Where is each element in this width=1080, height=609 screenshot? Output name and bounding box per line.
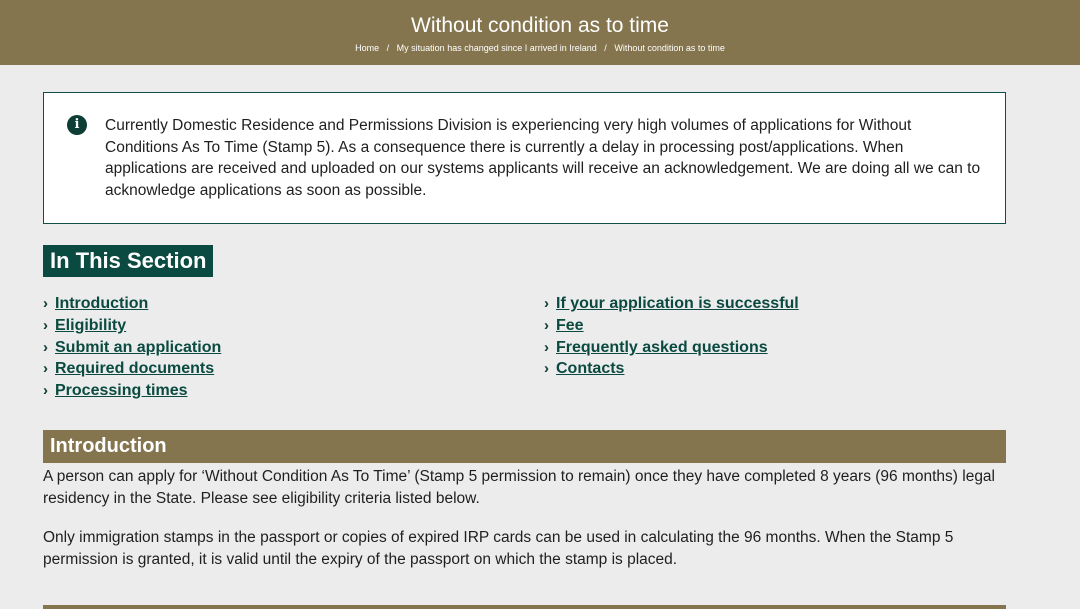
chevron-right-icon: ›	[544, 360, 549, 378]
introduction-heading: Introduction	[43, 430, 1006, 463]
link-fee[interactable]: Fee	[556, 316, 584, 334]
chevron-right-icon: ›	[43, 316, 48, 334]
section-link-item	[544, 315, 799, 337]
notice-box	[43, 92, 1006, 224]
section-link-item	[43, 380, 221, 402]
link-contacts[interactable]: Contacts	[556, 360, 625, 378]
chevron-right-icon: ›	[544, 316, 549, 334]
breadcrumb-separator: /	[604, 43, 607, 53]
chevron-right-icon: ›	[43, 338, 48, 356]
chevron-right-icon: ›	[43, 295, 48, 312]
section-link-item	[544, 337, 799, 359]
link-required-documents[interactable]: Required documents	[55, 360, 215, 378]
link-eligibility[interactable]: Eligibility	[55, 316, 127, 334]
introduction-paragraph-1: A person can apply for ‘Without Condition As To Time’ (Stamp 5 permission to remain) once they have completed 8 years (96 months) legal residency in the State. Please see eligibility criteria listed below.	[43, 468, 996, 507]
notice-text: Currently Domestic Residence and Permissions Division is experiencing very high volumes of applications for Without Conditions As To Time (Stamp 5). As a consequence there is currently a delay in processing post/applications. When applications are received and uploaded on our systems applicants will receive an acknowledgement. We are doing all we can to acknowledge applications as soon as possible.	[105, 117, 981, 199]
section-link-item	[43, 358, 221, 380]
section-link-item	[43, 337, 221, 359]
link-processing-times[interactable]: Processing times	[55, 382, 188, 400]
section-links-right	[544, 293, 799, 380]
link-application-successful[interactable]: If your application is successful	[556, 295, 799, 312]
breadcrumb-separator: /	[386, 43, 390, 53]
chevron-right-icon: ›	[43, 360, 48, 378]
section-links-left	[43, 293, 221, 402]
breadcrumb-situation-changed[interactable]: My situation has changed since I arrived in Ireland	[396, 43, 597, 53]
next-section-divider	[43, 605, 1006, 609]
page-title: Without condition as to time	[411, 14, 669, 37]
section-link-item	[544, 293, 799, 315]
link-faq[interactable]: Frequently asked questions	[556, 338, 768, 356]
breadcrumb-current: Without condition as to time	[614, 43, 725, 53]
in-this-section-heading: In This Section	[43, 245, 213, 277]
chevron-right-icon: ›	[544, 338, 549, 356]
chevron-right-icon: ›	[544, 295, 549, 312]
link-introduction[interactable]: Introduction	[55, 295, 149, 312]
breadcrumb	[0, 43, 1080, 54]
breadcrumb-home[interactable]: Home	[355, 43, 380, 53]
chevron-right-icon: ›	[43, 382, 48, 400]
section-link-item	[43, 293, 221, 315]
page-header	[0, 0, 1080, 65]
section-link-item	[544, 358, 799, 380]
introduction-paragraph-2: Only immigration stamps in the passport or copies of expired IRP cards can be used in calculating the 96 months. When the Stamp 5 permission is granted, it is valid until the expiry of the passport on which the stamp is placed.	[43, 529, 954, 568]
info-icon: i	[67, 115, 87, 135]
section-link-item	[43, 315, 221, 337]
link-submit-application[interactable]: Submit an application	[55, 338, 222, 356]
